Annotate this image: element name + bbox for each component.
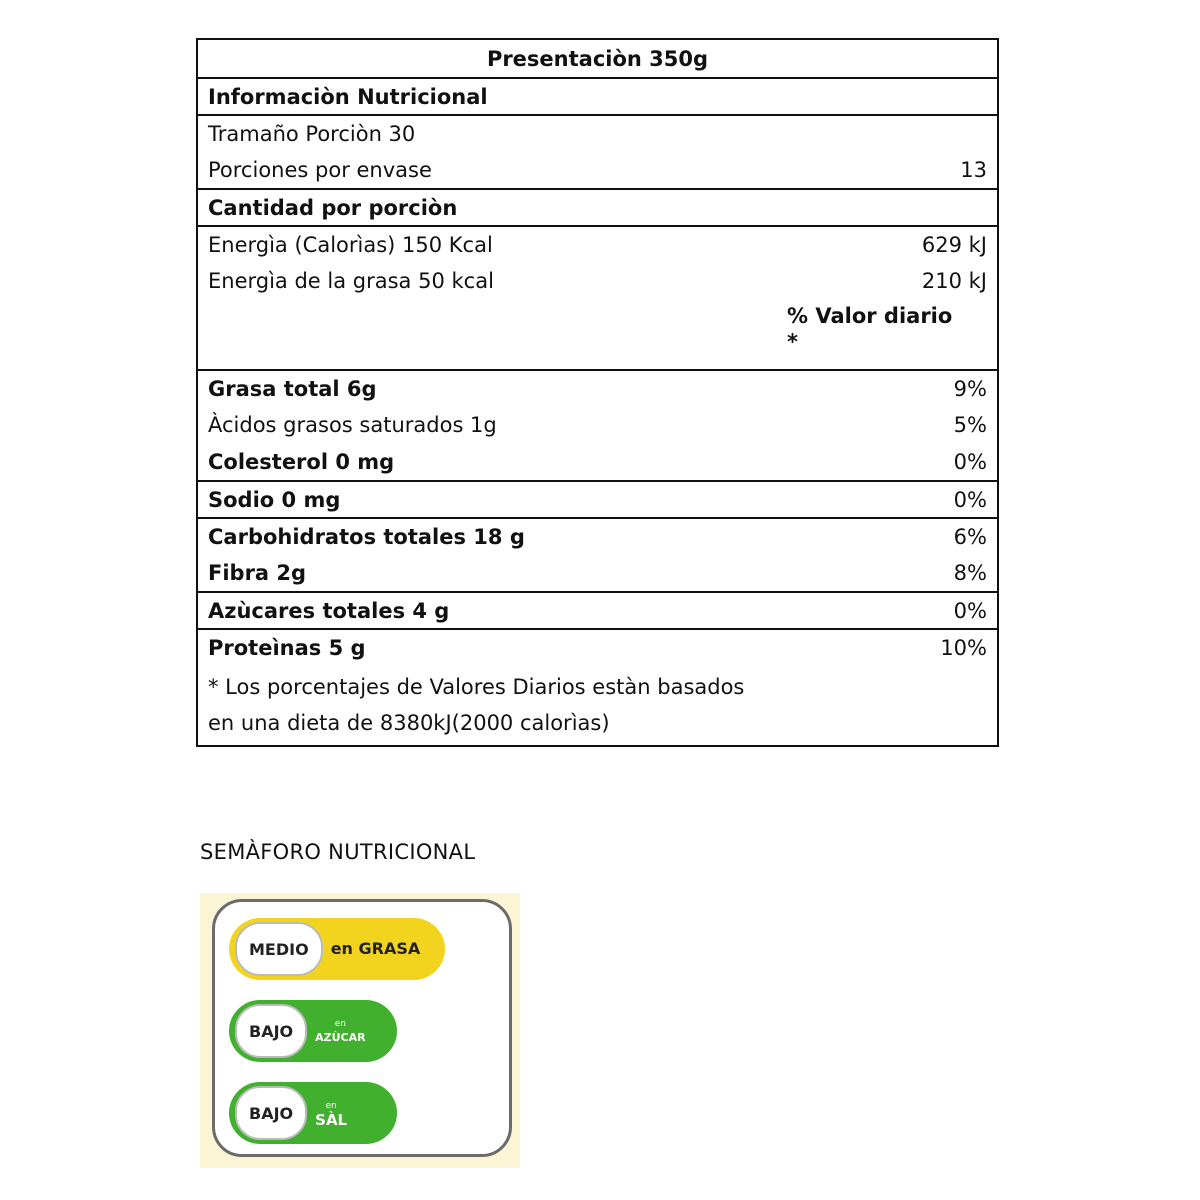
presentation-title: Presentaciòn 350g — [486, 46, 709, 71]
salt-indicator — [229, 1082, 397, 1144]
servings-label: Porciones por envase — [208, 157, 432, 182]
daily-value-header: % Valor diario * — [787, 304, 953, 354]
nutrient-value: 0% — [953, 449, 987, 474]
semaforo-title: SEMÀFORO NUTRICIONAL — [200, 840, 476, 864]
fat-label: en GRASA — [330, 939, 421, 958]
nutrient-row — [198, 628, 997, 665]
nutrient-row — [198, 443, 997, 480]
nutrient-label: Àcidos grasos saturados 1g — [208, 412, 497, 437]
sugar-label-group: en AZÙCAR — [315, 1019, 366, 1044]
nutrient-label: Fibra 2g — [208, 560, 307, 585]
nutrient-row — [198, 591, 997, 628]
daily-value-row — [198, 299, 997, 369]
semaforo-panel — [200, 893, 520, 1168]
nutrient-row — [198, 480, 997, 517]
nutrient-label: Sodio 0 mg — [208, 487, 341, 512]
nutrient-label: Azùcares totales 4 g — [208, 598, 450, 623]
servings-value: 13 — [960, 157, 987, 182]
serving-size-row — [198, 114, 997, 151]
nutrient-row — [198, 369, 997, 406]
info-header-row — [198, 77, 997, 114]
salt-label: SÀL — [315, 1111, 348, 1129]
amount-header: Cantidad por porciòn — [208, 195, 458, 220]
energy-row — [198, 225, 997, 262]
nutrient-value: 8% — [953, 560, 987, 585]
nutrient-value: 5% — [953, 412, 987, 437]
fat-energy-value: 210 kJ — [921, 268, 987, 293]
salt-level: BAJO — [235, 1086, 307, 1140]
nutrient-value: 0% — [953, 487, 987, 512]
semaforo-frame — [212, 899, 512, 1157]
nutrient-label: Proteìnas 5 g — [208, 635, 366, 660]
nutrient-value: 9% — [953, 376, 987, 401]
fat-level: MEDIO — [235, 922, 323, 976]
serving-size: Tramaño Porciòn 30 — [208, 121, 416, 146]
salt-label-group: en SÀL — [315, 1101, 348, 1129]
nutrient-row — [198, 554, 997, 591]
nutrient-label: Grasa total 6g — [208, 376, 377, 401]
energy-label: Energìa (Calorìas) 150 Kcal — [208, 232, 493, 257]
nutrient-value: 10% — [940, 635, 987, 660]
nutrient-row — [198, 517, 997, 554]
footnote: * Los porcentajes de Valores Diarios estàn basados en una dieta de 8380kJ(2000 calorìas) — [208, 675, 745, 735]
nutrient-value: 0% — [953, 598, 987, 623]
sugar-indicator — [229, 1000, 397, 1062]
servings-row — [198, 151, 997, 188]
nutrient-value: 6% — [953, 524, 987, 549]
fat-indicator — [229, 918, 445, 980]
fat-energy-row — [198, 262, 997, 299]
nutrient-label: Colesterol 0 mg — [208, 449, 395, 474]
sugar-level: BAJO — [235, 1004, 307, 1058]
amount-header-row — [198, 188, 997, 225]
presentation-row — [198, 40, 997, 77]
nutrient-label: Carbohidratos totales 18 g — [208, 524, 525, 549]
nutrient-row — [198, 406, 997, 443]
nutrition-table — [196, 38, 999, 747]
info-header: Informaciòn Nutricional — [208, 84, 488, 109]
energy-value: 629 kJ — [921, 232, 987, 257]
sugar-label: AZÙCAR — [315, 1031, 366, 1044]
fat-energy-label: Energìa de la grasa 50 kcal — [208, 268, 494, 293]
